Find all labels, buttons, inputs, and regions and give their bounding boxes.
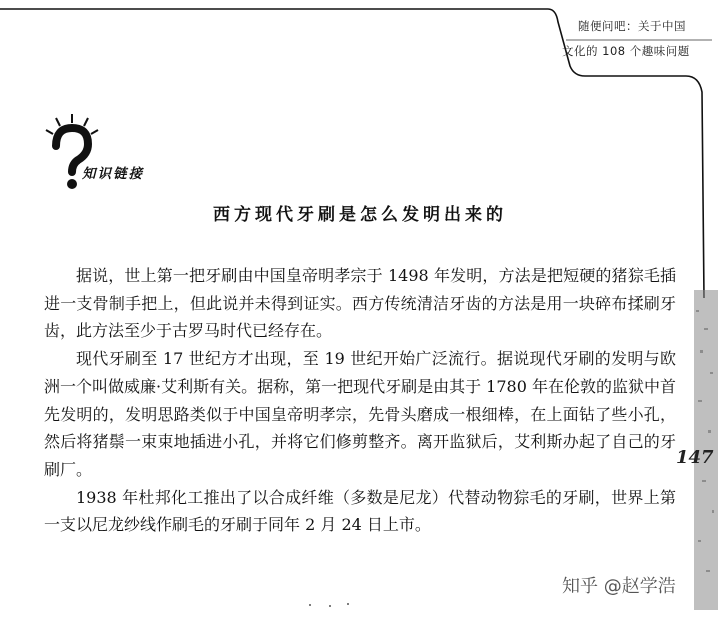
running-header-line-2: 文化的 108 个趣味问题: [562, 44, 690, 58]
paragraph-3: 1938 年杜邦化工推出了以合成纤维（多数是尼龙）代替动物猔毛的牙刷，世界上第一支以尼龙纱线作刷毛的牙刷于同年 2 月 24 日上市。: [44, 487, 676, 535]
running-header-line-1: 随便问吧：关于中国: [578, 19, 686, 33]
page-number: 147: [676, 447, 714, 468]
paragraph-1: 据说，世上第一把牙刷由中国皇帝明孝宗于 1498 年发明，方法是把短硬的猪猔毛插进一支骨制手把上，但此说并未得到证实。西方传统清洁牙齿的方法是用一块碎布揉刷牙齿，此方法至少于古罗马时代已经存在。: [44, 266, 676, 341]
running-header: [560, 18, 710, 66]
article-body: [44, 262, 676, 539]
knowledge-link-badge: [38, 112, 168, 192]
badge-label: 知识链接: [82, 166, 144, 182]
scan-specks: [300, 600, 360, 610]
article-title: 西方现代牙刷是怎么发明出来的: [213, 205, 507, 225]
paragraph-2: 现代牙刷至 17 世纪方才出现，至 19 世纪开始广泛流行。据说现代牙刷的发明与欧洲一个叫做威廉·艾利斯有关。据称，第一把现代牙刷是由其于 1780 年在伦敦的监狱中首先发明的，发明思路类似于中国皇帝明孝宗，先骨头磨成一根细棒，在上面钻了些小孔，然后将猪鬃一束束地插进小孔，并将它们修剪整齐。离开监狱后，艾利斯办起了自己的牙刷厂。: [44, 349, 676, 479]
zhihu-watermark: 知乎 @赵学浩: [562, 576, 676, 597]
